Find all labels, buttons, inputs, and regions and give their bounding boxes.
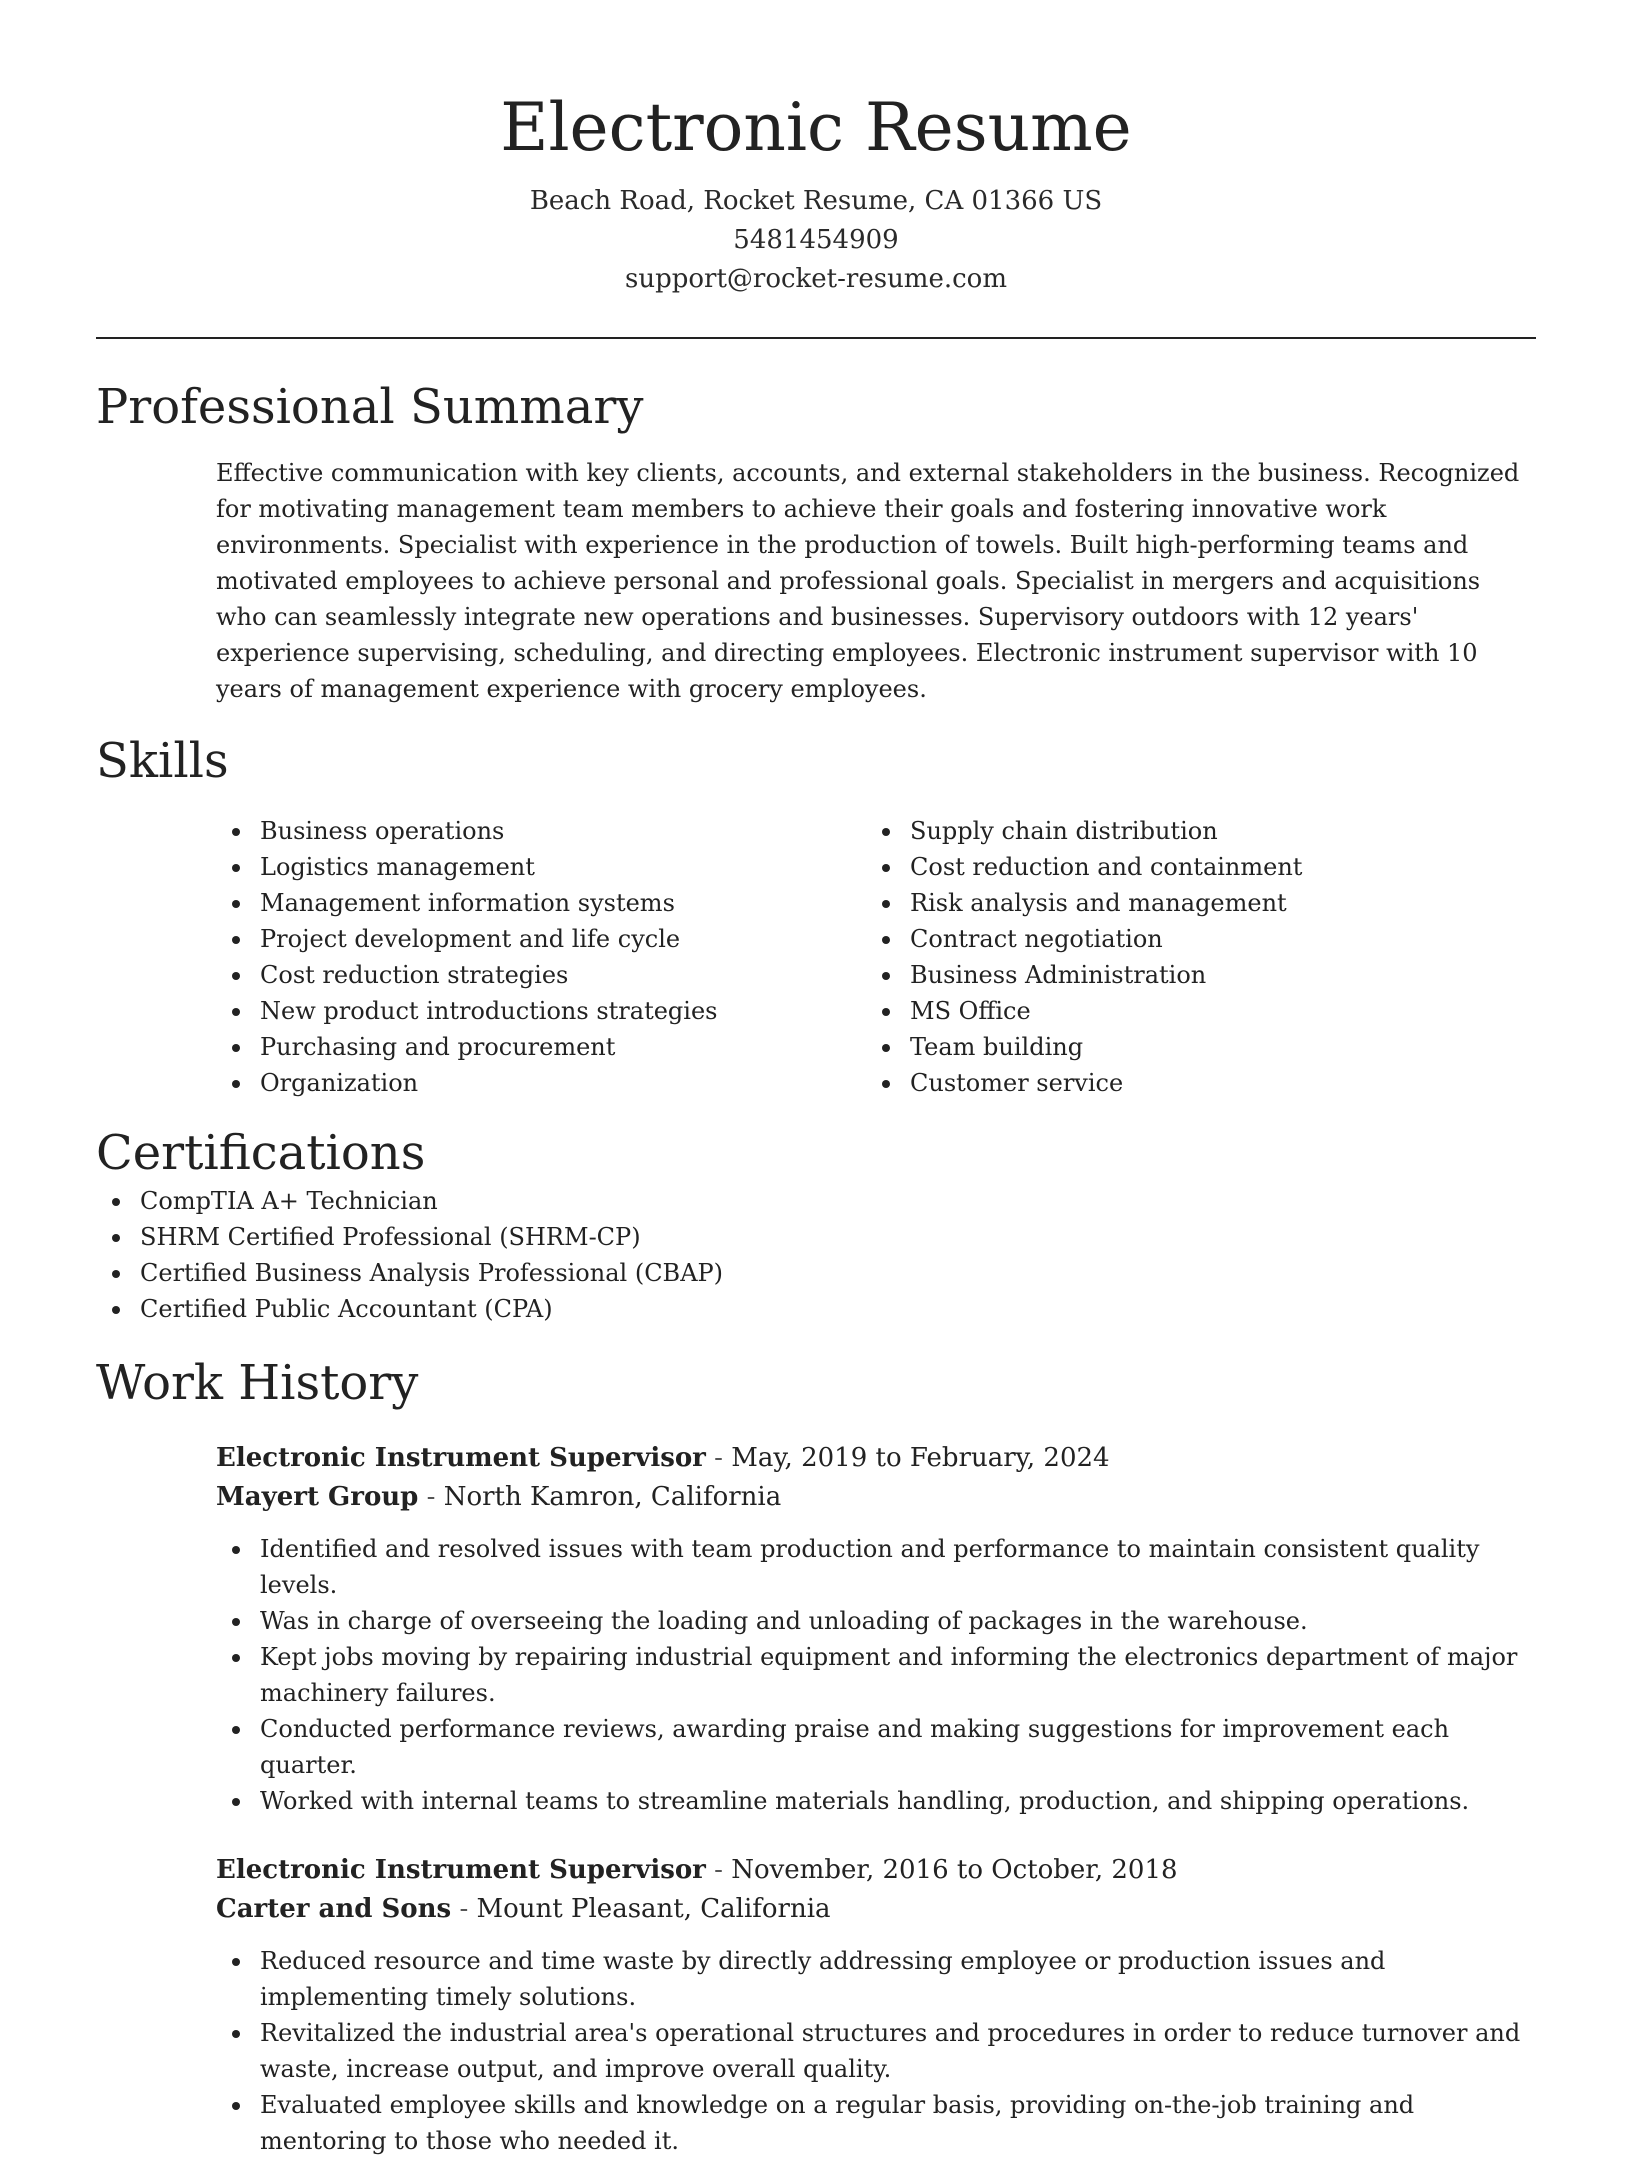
list-item: Risk analysis and management	[866, 885, 1516, 921]
list-item: CompTIA A+ Technician	[96, 1183, 1536, 1219]
job-bullets	[216, 1531, 1536, 1819]
skills-left-list	[216, 813, 866, 1101]
list-item: Revitalized the industrial area's operational structures and procedures in order to reduce turnover and waste, increase output, and improve overall quality.	[216, 2015, 1536, 2087]
job-title-line	[216, 1851, 1536, 1890]
job-title-line	[216, 1439, 1536, 1478]
list-item: Evaluated employee skills and knowledge on a regular basis, providing on-the-job training and mentoring to those who needed it.	[216, 2087, 1536, 2159]
certifications-list	[96, 1183, 1536, 1327]
section-title-certifications: Certifications	[96, 1125, 426, 1181]
list-item: Kept jobs moving by repairing industrial equipment and informing the electronics department of major machinery failures.	[216, 1639, 1536, 1711]
section-title-skills: Skills	[96, 733, 229, 789]
separator: -	[451, 1894, 477, 1924]
list-item: Certified Business Analysis Professional (CBAP)	[96, 1255, 1536, 1291]
list-item: Cost reduction strategies	[216, 957, 866, 993]
contact-address: Beach Road, Rocket Resume, CA 01366 US	[529, 186, 1103, 216]
resume-page	[96, 0, 1536, 2159]
list-item: Worked with internal teams to streamline materials handling, production, and shipping operations.	[216, 1783, 1536, 1819]
list-item: Business operations	[216, 813, 866, 849]
separator: -	[705, 1443, 732, 1473]
separator: -	[705, 1855, 732, 1885]
job-location: North Kamron, California	[443, 1482, 782, 1512]
job-title: Electronic Instrument Supervisor	[216, 1855, 706, 1885]
job-location: Mount Pleasant, California	[476, 1894, 831, 1924]
job-bullets	[216, 1943, 1536, 2159]
contact-phone: 5481454909	[733, 225, 899, 255]
list-item: Organization	[216, 1065, 866, 1101]
job-dates: May, 2019 to February, 2024	[731, 1443, 1110, 1473]
list-item: Purchasing and procurement	[216, 1029, 866, 1065]
skills-columns	[216, 813, 1536, 1101]
separator: -	[418, 1482, 444, 1512]
list-item: Logistics management	[216, 849, 866, 885]
list-item: SHRM Certified Professional (SHRM-CP)	[96, 1219, 1536, 1255]
section-title-work-history: Work History	[96, 1355, 419, 1411]
skills-right-list	[866, 813, 1516, 1101]
list-item: Was in charge of overseeing the loading and unloading of packages in the warehouse.	[216, 1603, 1536, 1639]
list-item: Customer service	[866, 1065, 1516, 1101]
list-item: Management information systems	[216, 885, 866, 921]
resume-name: Electronic Resume	[500, 89, 1132, 166]
job-dates: November, 2016 to October, 2018	[731, 1855, 1178, 1885]
contact-email: support@rocket-resume.com	[624, 264, 1007, 294]
contact-block	[96, 182, 1536, 299]
job-company: Carter and Sons	[216, 1894, 452, 1924]
summary-text: Effective communication with key clients, accounts, and external stakeholders in the business. Recognized for motivating management team members to achieve their goals and fostering innovative work environments. Specialist with experience in the production of towels. Built high-performing teams and motivated employees to achieve personal and professional goals. Specialist in mergers and acquisitions who can seamlessly integrate new operations and businesses. Supervisory outdoors with 12 years' experience supervising, scheduling, and directing employees. Electronic instrument supervisor with 10 years of management experience with grocery employees.	[216, 459, 1520, 703]
header-divider	[96, 337, 1536, 339]
list-item: Conducted performance reviews, awarding praise and making suggestions for improvement each quarter.	[216, 1711, 1536, 1783]
list-item: Cost reduction and containment	[866, 849, 1516, 885]
list-item: MS Office	[866, 993, 1516, 1029]
job-entry	[216, 1851, 1536, 2159]
job-company-line	[216, 1478, 1536, 1517]
job-company-line	[216, 1890, 1536, 1929]
job-company: Mayert Group	[216, 1482, 419, 1512]
list-item: Reduced resource and time waste by directly addressing employee or production issues and implementing timely solutions.	[216, 1943, 1536, 2015]
job-title: Electronic Instrument Supervisor	[216, 1443, 706, 1473]
section-title-summary: Professional Summary	[96, 379, 644, 435]
list-item: Contract negotiation	[866, 921, 1516, 957]
list-item: Team building	[866, 1029, 1516, 1065]
list-item: Certified Public Accountant (CPA)	[96, 1291, 1536, 1327]
list-item: Project development and life cycle	[216, 921, 866, 957]
job-entry	[216, 1439, 1536, 1819]
list-item: Supply chain distribution	[866, 813, 1516, 849]
list-item: Business Administration	[866, 957, 1516, 993]
list-item: New product introductions strategies	[216, 993, 866, 1029]
list-item: Identified and resolved issues with team production and performance to maintain consistent quality levels.	[216, 1531, 1536, 1603]
